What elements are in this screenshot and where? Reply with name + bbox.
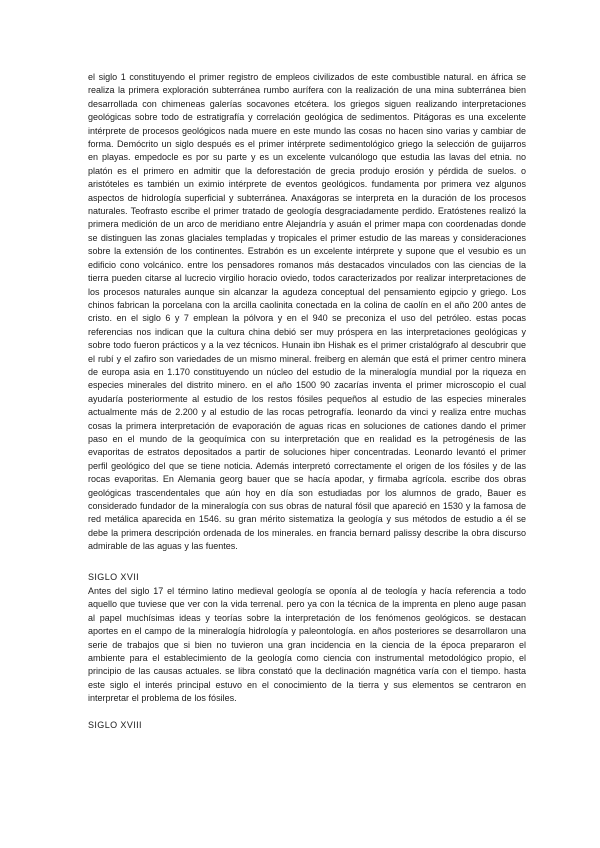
siglo-xvii-paragraph: Antes del siglo 17 el término latino medieval geología se oponía al de teología y hacía referencia a todo aquello que tuviese que ver con la vida terrenal. pero ya con la técnica de la imprenta en pleno auge pasan al papel muchísimas ideas y teorías sobre la interpretación de los fenómenos geológicos. se destacan aportes en el campo de la mineralogía hidrología y paleontología. en años posteriores se desarrollaron una serie de trabajos que si bien no tuvieron una gran incidencia en la ciencia de la época prepararon el ambiente para el establecimiento de la geología como ciencia con instrumental metodológico propio, el principio de las causas actuales. se libra constató que la declinación magnética varía con el tiempo. hasta este siglo el interés principal estuvo en el conocimiento de la tierra y sus elementos se centraron en interpretar el problema de los fósiles. [88, 586, 526, 704]
document-body [88, 71, 526, 733]
section-heading-siglo-xviii: SIGLO XVIII [88, 719, 142, 730]
intro-paragraph: el siglo 1 constituyendo el primer registro de empleos civilizados de este combustible natural. en áfrica se realiza la primera exploración subterránea rumbo aurífera con la realización de una mina subterránea bien desarrollada con chimeneas galerías socavones etcétera. los griegos siguen realizando interpretaciones geológicas sobre todo de estratigrafía y correlación geológica de sedimentos. Pitágoras es una excelente intérprete de procesos geológicos nada muere en este mundo las cosas no hacen sino varias y cambiar de forma. Demócrito un siglo después es el primer intérprete sedimentológico griego la selección de guijarros en playas. empedocle es por su parte y es un excelente vulcanólogo que estudia las lavas del etnia. no platón es el primero en admitir que la deforestación de grecia produjo erosión y pérdida de suelos. o aristóteles es también un eximio intérprete de eventos geológicos. fundamenta por primera vez algunos aspectos de hidrología superficial y subterránea. Anaxágoras se interpreta en la duración de los procesos naturales. Teofrasto escribe el primer tratado de geología desgraciadamente perdido. Eratóstenes realizó la primera medición de un arco de meridiano entre Alejandría y asuán el primer mapa con coordenadas donde se distinguen las zonas glaciales templadas y tropicales el primer estudio de las mareas y consideraciones sobre la extensión de los continentes. Estrabón es un excelente intérprete y supone que el vesubio es un edificio cono volcánico. entre los pensadores romanos más destacados vinculados con las ciencias de la tierra pueden citarse al lucrecio virgilio horacio oviedo, todos caracterizados por realizar interpretaciones de los procesos naturales aunque sin alcanzar la agudeza conceptual del pensamiento egipcio y griego. Los chinos fabrican la porcelana con la arcilla caolinita conectada en la colina de caolín en el año 200 antes de cristo. en el siglo 6 y 7 emplean la pólvora y en el 940 se preconiza el uso del petróleo. estas pocas referencias nos indican que la cultura china debió ser muy próspera en las interpretaciones geológicas y sobre todo fueron prácticos y a la vez técnicos. Hunain ibn Hishak es el primer cristalógrafo al descubrir que el rubí y el zafiro son variedades de un mismo mineral. freiberg en alemán que está el primer centro minera de europa asia en 1.170 constituyendo un núcleo del estudio de la mineralogía mundial por la riqueza en especies minerales del distrito minero. en el año 1500 90 zacarías inventa el primer microscopio el cual ayudaría posteriormente al estudio de los restos fósiles pequeños al estudio de las especies minerales actualmente más de 2.200 y al estudio de las rocas petrografía. leonardo da vinci y realiza entre muchas cosas la primera interpretación de evaporación de aguas ricas en soluciones de cationes dando el primer paso en el mundo de la geoquímica con su interpretación que en realidad es la petrogénesis de las evaporitas de estratos depositados a partir de soluciones hiper concentradas. Leonardo levantó el primer perfil geológico del que se tiene noticia. Además interpretó correctamente el origen de los fósiles y de las rocas evaporitas. En Alemania georg bauer que se hacía apodar, y firmaba agrícola. escribe dos obras geológicas trascendentales que aún hoy en día son estudiadas por los alumnos de grado, Bauer es considerado fundador de la mineralogía con sus obras de natural fósil que apareció en 1530 y la famosa de red metálica aparecida en 1546. su gran mérito sistematiza la geología y sus métodos de estudio a él se debe la primera descripción ordenada de los minerales. en francia bernard palissy describe la obra discurso admirable de las aguas y las fuentes. [88, 72, 526, 552]
section-heading-siglo-xvii: SIGLO XVII [88, 571, 140, 582]
